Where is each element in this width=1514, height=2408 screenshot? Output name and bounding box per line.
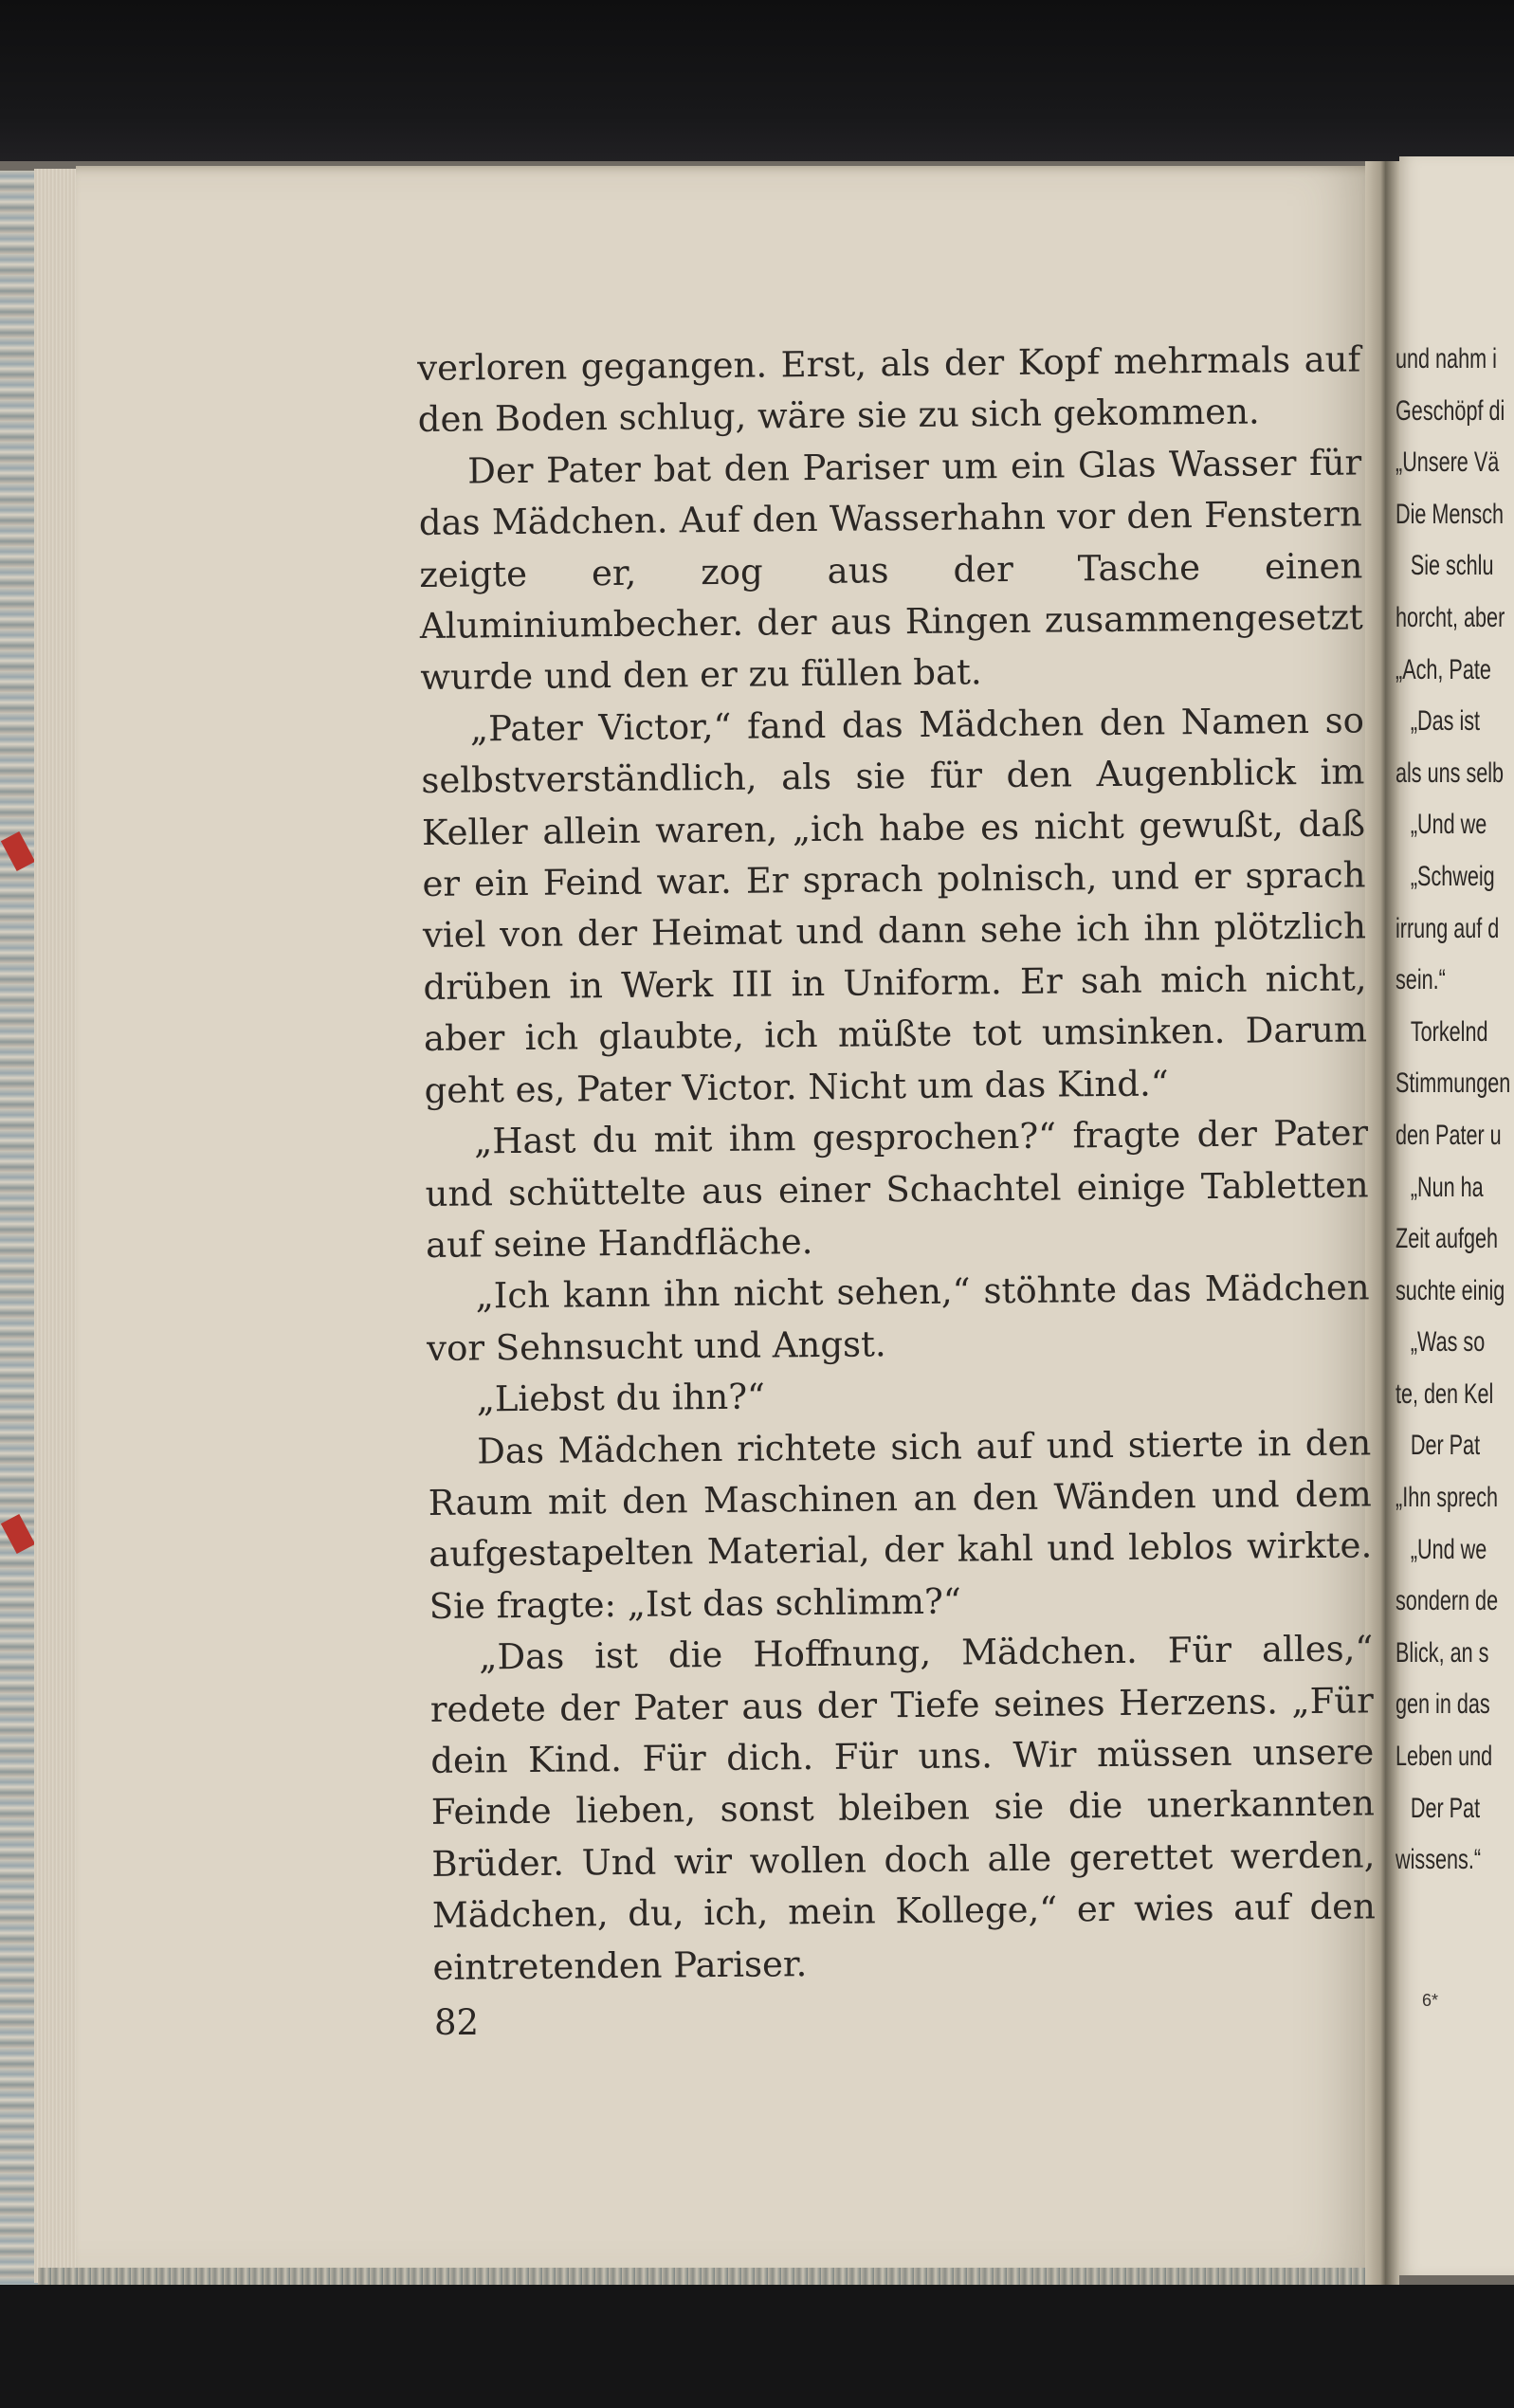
- right-page-line: „Und we: [1410, 809, 1487, 841]
- right-page-line: suchte einig: [1395, 1274, 1505, 1306]
- right-page-line: sondern de: [1395, 1585, 1499, 1617]
- paragraph: „Liebst du ihn?“: [476, 1376, 766, 1420]
- right-page-line: und nahm i: [1395, 343, 1497, 374]
- right-page-line: Der Pat: [1410, 1430, 1481, 1462]
- right-page-signature: 6*: [1422, 1991, 1439, 2010]
- right-page-line: Sie schlu: [1410, 550, 1494, 582]
- paragraph: „Das ist die Hoffnung, Mädchen. Für alles,“ redete der Pater aus der Tiefe seines Herzens. „Für dein Kind. Für dich. Für uns. Wir müssen unsere Feinde lieben, sonst bleiben sie die unerkannten Brüder. Und wir wollen doch alle gerettet werden, Mädchen, du, ich, mein Kollege,“ er wies auf den eintretenden Pariser.: [429, 1628, 1377, 1988]
- right-page-line: wissens.“: [1395, 1844, 1482, 1876]
- right-page-line: sein.“: [1395, 964, 1446, 996]
- paragraph: Der Pater bat den Pariser um ein Glas Wasser für das Mädchen. Auf den Wasserhahn vor den Fenstern zeigte er, zog aus der Tasche einen Aluminiumbecher. der aus Ringen zusammengesetzt wurde und den er zu füllen bat.: [418, 442, 1364, 699]
- paragraph: verloren gegangen. Erst, als der Kopf mehrmals auf den Boden schlug, wäre sie zu sich gekommen.: [417, 338, 1361, 441]
- right-page-line: Stimmungen: [1395, 1067, 1511, 1100]
- right-page-line: gen in das: [1395, 1688, 1490, 1721]
- right-page-line: Die Mensch: [1395, 498, 1505, 530]
- book-binding-edge: [0, 171, 38, 2285]
- right-page-line: „Und we: [1410, 1533, 1487, 1565]
- binding-red-mark: [1, 831, 35, 871]
- paragraph: Das Mädchen richtete sich auf und stierte in den Raum mit den Maschinen an den Wänden und dem aufgestapelten Material, der kahl und leblos wirkte. Sie fragte: „Ist das schlimm?“: [428, 1421, 1373, 1627]
- right-page-line: Zeit aufgeh: [1395, 1223, 1499, 1255]
- paragraph: „Hast du mit ihm gesprochen?“ fragte der Pater und schüttelte aus einer Schachtel einige Tabletten auf seine Handfläche.: [425, 1112, 1369, 1266]
- right-page-line: „Unsere Vä: [1395, 447, 1500, 479]
- right-page-line: den Pater u: [1395, 1119, 1502, 1151]
- right-page-line: „Nun ha: [1410, 1171, 1484, 1203]
- right-page-line: te, den Kel: [1395, 1377, 1494, 1410]
- right-page-line: Der Pat: [1410, 1792, 1481, 1824]
- right-page-line: „Ihn sprech: [1395, 1482, 1499, 1514]
- right-page-line: als uns selb: [1395, 757, 1505, 789]
- right-page-line: „Ach, Pate: [1395, 653, 1491, 685]
- right-page-line: Torkelnd: [1410, 1015, 1488, 1048]
- left-page-body-text: [417, 334, 1377, 1993]
- background-top: [0, 0, 1514, 166]
- right-page-line: horcht, aber: [1395, 601, 1505, 633]
- right-page-line: Blick, an s: [1395, 1636, 1489, 1669]
- page-number: 82: [434, 2002, 480, 2043]
- paragraph: „Pater Victor,“ fand das Mädchen den Namen so selbstverständlich, als sie für den Augenblick im Keller allein waren, „ich habe es nicht gewußt, daß er ein Feind war. Er sprach polnisch, und er sprach viel von der Heimat und dann sehe ich ihn plötzlich drüben in Werk III in Uniform. Er sah mich nicht, aber ich glaubte, ich müßte tot umsinken. Darum geht es, Pater Victor. Nicht um das Kind.“: [421, 700, 1368, 1111]
- binding-red-mark: [1, 1514, 35, 1554]
- right-page-line: Leben und: [1395, 1741, 1493, 1773]
- right-page-line: „Was so: [1410, 1326, 1486, 1359]
- right-page-line: irrung auf d: [1395, 912, 1500, 944]
- background-bottom: [0, 2285, 1514, 2408]
- paragraph: „Ich kann ihn nicht sehen,“ stöhnte das Mädchen vor Sehnsucht und Angst.: [426, 1267, 1370, 1369]
- right-page-line: „Schweig: [1410, 860, 1495, 892]
- right-page-text: [1395, 334, 1511, 1887]
- right-page-line: Geschöpf di: [1395, 394, 1505, 427]
- page-stack-edges: [34, 169, 82, 2283]
- right-page-line: „Das ist: [1410, 705, 1481, 738]
